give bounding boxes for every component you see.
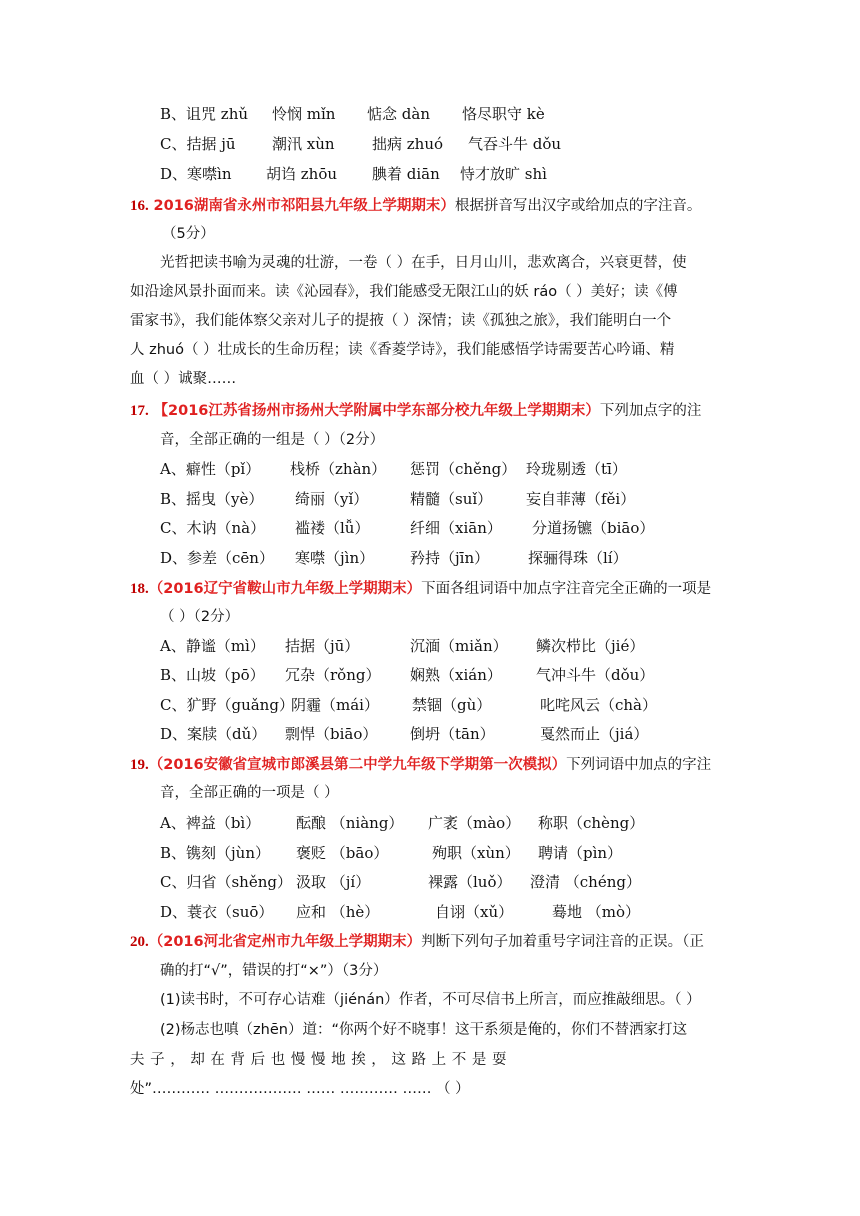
q18-option-b: B、山坡（pō） 冗杂（rǒng） 娴熟（xián） 气冲斗牛（dǒu） [160, 666, 655, 684]
q19-option-b: B、镌刻（jùn） 褒贬 （bāo） 殉职（xùn） 聘请（pìn） [160, 844, 623, 862]
q20-sentence-2-line-2: 夫 子 ， 却 在 背 后 也 慢 慢 地 挨 ， 这 路 上 不 是 耍 [130, 1052, 507, 1068]
q17-option-b: B、摇曳（yè） 绮丽（yǐ） 精髓（suǐ） 妄自菲薄（fěi） [160, 490, 636, 508]
q16-para-line-3: 雷家书》，我们能体察父亲对儿子的提掖（ ）深情；读《孤独之旅》，我们能明白一个 [130, 313, 672, 329]
q19-option-d: D、蓑衣（suō） 应和 （hè） 自诩（xǔ） 蓦地 （mò） [160, 903, 641, 921]
q16-para-line-1: 光哲把读书喻为灵魂的壮游，一卷（ ）在手，日月山川，悲欢离合，兴衰更替，使 [160, 255, 687, 271]
q20-sentence-1: (1)读书时，不可存心诘难（jiénán）作者，不可尽信书上所言，而应推敲细思。（ ） [160, 992, 701, 1008]
q19-option-c: C、归省（shěng） 汲取 （jí） 裸露（luǒ） 澄清 （chéng） [160, 873, 641, 891]
q20-header: 20.（2016河北省定州市九年级上学期期末）判断下列句子加着重号字词注音的正误。（正 [130, 934, 704, 950]
q18-option-a: A、静谧（mì） 拮据（jū） 沉湎（miǎn） 鳞次栉比（jié） [160, 637, 645, 655]
q18-header: 18.（2016辽宁省鞍山市九年级上学期期末）下面各组词语中加点字注音完全正确的一项是 [130, 581, 712, 597]
q18-option-d: D、案牍（dǔ） 剽悍（biāo） 倒坍（tān） 戛然而止（jiá） [160, 725, 649, 743]
q19-option-a: A、裨益（bì） 酝酿 （niàng） 广袤（mào） 称职（chèng） [160, 814, 645, 832]
q20-sentence-2-line-3: 处”………… ……………… …… ………… …… （ ） [130, 1081, 470, 1097]
q17-option-d: D、参差（cēn） 寒噤（jìn） 矜持（jīn） 探骊得珠（lí） [160, 549, 628, 567]
q16-header: 16. 2016湖南省永州市祁阳县九年级上学期期末）根据拼音写出汉字或给加点的字注音。 [130, 198, 702, 214]
q17-header-cont: 音，全部正确的一组是（ ）（2分） [160, 432, 385, 448]
q19-header: 19.（2016安徽省宣城市郎溪县第二中学九年级下学期第一次模拟）下列词语中加点的字注 [130, 757, 712, 773]
q16-para-line-4: 人 zhuó（ ）壮成长的生命历程；读《香菱学诗》，我们能感悟学诗需要苦心吟诵、精 [130, 342, 675, 358]
q18-header-cont: （ ）（2分） [160, 609, 240, 625]
q16-para-line-2: 如沿途风景扑面而来。读《沁园春》，我们能感受无限江山的妖 ráo（ ）美好；读《傅 [130, 284, 678, 300]
q17-header: 17. 【2016江苏省扬州市扬州大学附属中学东部分校九年级上学期期末）下列加点字的注 [130, 403, 702, 419]
q15-option-c: C、拮据 jū 潮汛 xùn 拙病 zhuó 气吞斗牛 dǒu [160, 135, 562, 153]
q19-header-cont: 音，全部正确的一项是（ ） [160, 785, 339, 801]
q16-para-line-5: 血（ ）诚聚…… [130, 371, 237, 387]
q15-option-b: B、诅咒 zhǔ 怜悯 mǐn 惦念 dàn 恪尽职守 kè [160, 105, 545, 123]
q17-option-c: C、木讷（nà） 褴褛（lǚ） 纤细（xiān） 分道扬镳（biāo） [160, 519, 655, 537]
q20-header-cont: 确的打“√”，错误的打“×”）（3分） [160, 963, 388, 979]
q20-sentence-2-line-1: (2)杨志也嗔（zhēn）道：“你两个好不晓事！这干系须是俺的，你们不替洒家打这 [160, 1022, 687, 1038]
q18-option-c: C、犷野（guǎng） 阴霾（mái） 禁锢（gù） 叱咤风云（chà） [160, 696, 658, 714]
q16-score: （5分） [162, 226, 215, 242]
q15-option-d: D、寒噤ìn 胡诌 zhōu 腆着 diān 恃才放旷 shì [160, 165, 547, 183]
q17-option-a: A、癖性（pǐ） 栈桥（zhàn） 惩罚（chěng） 玲珑剔透（tī） [160, 460, 627, 478]
